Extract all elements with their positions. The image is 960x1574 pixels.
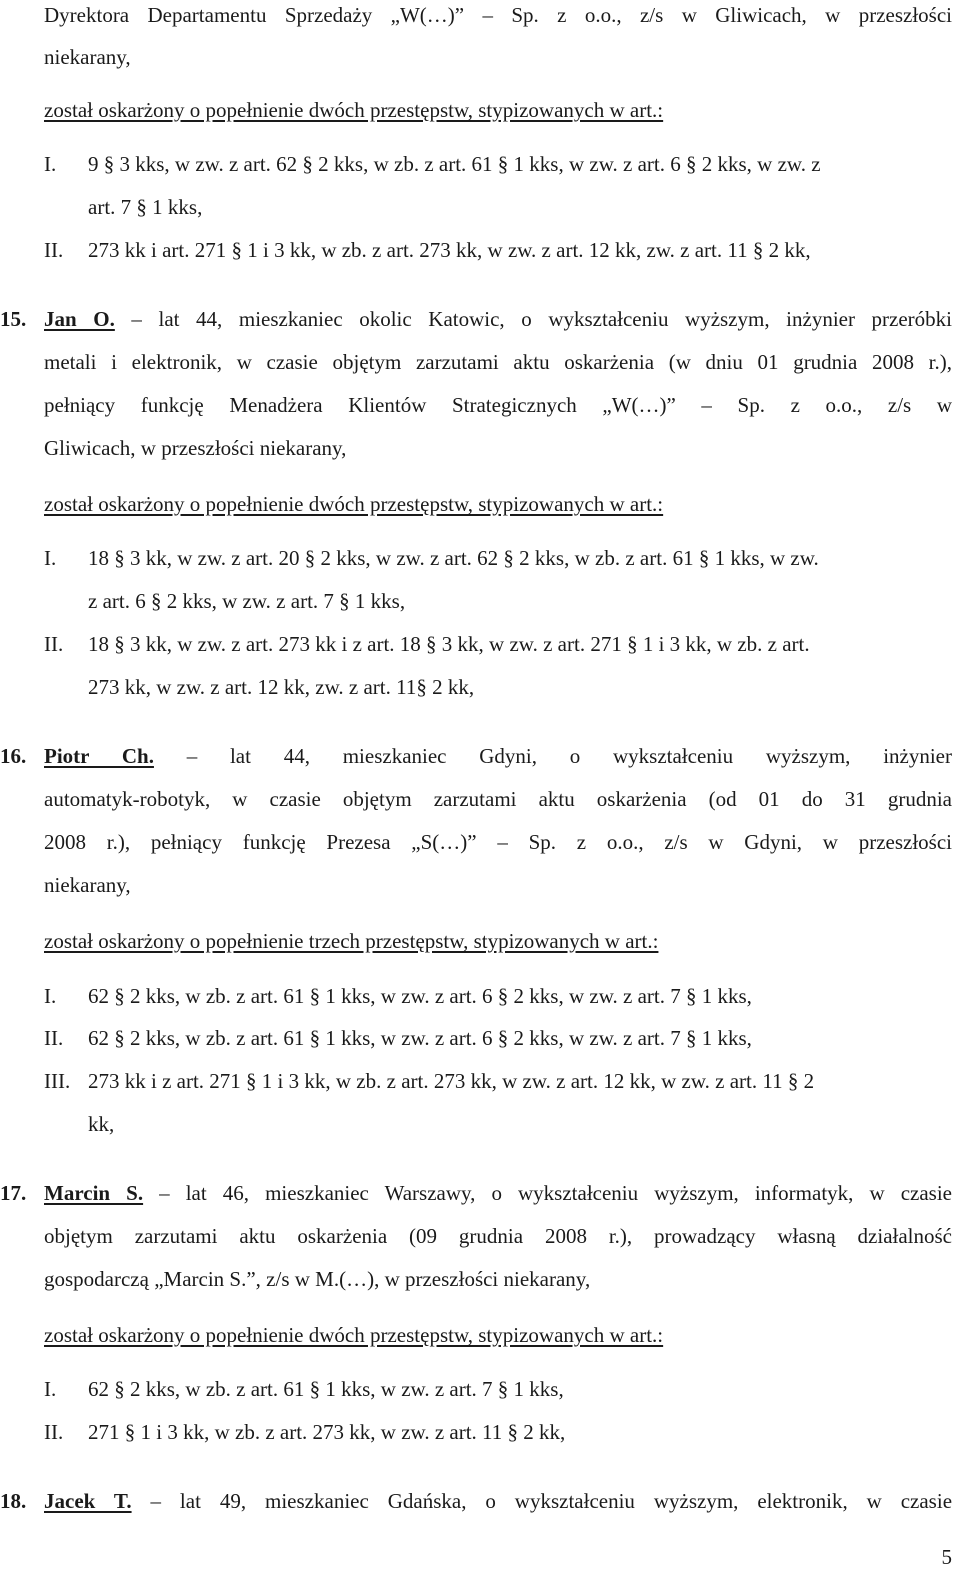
entry-number: 15.: [0, 307, 27, 331]
entry-number: 18.: [0, 1489, 27, 1513]
text-line: pełniący funkcję Menadżera Klientów Strategicznych „W(…)” – Sp. z o.o., z/s w: [44, 393, 952, 417]
charge-text: 62 § 2 kks, w zb. z art. 61 § 1 kks, w zw. z art. 7 § 1 kks,: [88, 1377, 564, 1401]
entry-number: 16.: [0, 744, 27, 768]
charge-text: 9 § 3 kks, w zw. z art. 62 § 2 kks, w zb. z art. 61 § 1 kks, w zw. z art. 6 § 2 kks, w zw. z: [88, 152, 821, 176]
charge-heading: został oskarżony o popełnienie dwóch przestępstw, stypizowanych w art.:: [44, 492, 664, 516]
charge-text: kk,: [88, 1112, 115, 1136]
roman-numeral: I.: [44, 546, 57, 570]
charge-text: 273 kk i art. 271 § 1 i 3 kk, w zb. z art. 273 kk, w zw. z art. 12 kk, zw. z art. 11 § 2 kk,: [88, 238, 811, 262]
text-line: automatyk-robotyk, w czasie objętym zarzutami aktu oskarżenia (od 01 do 31 grudnia: [44, 787, 952, 811]
roman-numeral: II.: [44, 1420, 64, 1444]
charge-heading: został oskarżony o popełnienie dwóch przestępstw, stypizowanych w art.:: [44, 1323, 664, 1347]
charge-text: 273 kk i z art. 271 § 1 i 3 kk, w zb. z art. 273 kk, w zw. z art. 12 kk, w zw. z art. 11 § 2: [88, 1069, 815, 1093]
text-line: Gliwicach, w przeszłości niekarany,: [44, 436, 347, 460]
charge-text: 18 § 3 kk, w zw. z art. 273 kk i z art. 18 § 3 kk, w zw. z art. 271 § 1 i 3 kk, w zb. z art.: [88, 632, 810, 656]
charge-text: 18 § 3 kk, w zw. z art. 20 § 2 kks, w zw. z art. 62 § 2 kks, w zb. z art. 61 § 1 kks, w zw.: [88, 546, 819, 570]
defendant-name: Piotr Ch.: [44, 744, 154, 768]
entry-first-line: [44, 1180, 952, 1206]
roman-numeral: I.: [44, 984, 57, 1008]
entry-number: 17.: [0, 1181, 27, 1205]
text-line: niekarany,: [44, 873, 131, 897]
roman-numeral: II.: [44, 238, 64, 262]
text-line: niekarany,: [44, 45, 131, 69]
text-span: – lat 49, mieszkaniec Gdańska, o wykształceniu wyższym, elektronik, w czasie: [131, 1489, 953, 1513]
text-line: metali i elektronik, w czasie objętym zarzutami aktu oskarżenia (w dniu 01 grudnia 2008 r.),: [44, 350, 952, 374]
entry-first-line: [44, 743, 952, 769]
text-span: – lat 44, mieszkaniec Gdyni, o wykształceniu wyższym, inżynier: [153, 744, 952, 768]
roman-numeral: III.: [44, 1069, 71, 1093]
page-number: 5: [941, 1545, 952, 1569]
charge-text: 273 kk, w zw. z art. 12 kk, zw. z art. 11§ 2 kk,: [88, 675, 475, 699]
entry-first-line: [44, 1488, 952, 1514]
charge-heading: został oskarżony o popełnienie trzech przestępstw, stypizowanych w art.:: [44, 929, 659, 953]
defendant-name: Jacek T.: [44, 1489, 132, 1513]
charge-heading: został oskarżony o popełnienie dwóch przestępstw, stypizowanych w art.:: [44, 98, 664, 122]
text-line: 2008 r.), pełniący funkcję Prezesa „S(…)” – Sp. z o.o., z/s w Gdyni, w przeszłości: [44, 830, 952, 854]
text-span: – lat 44, mieszkaniec okolic Katowic, o wykształceniu wyższym, inżynier przeróbki: [114, 307, 953, 331]
text-line: gospodarczą „Marcin S.”, z/s w M.(…), w przeszłości niekarany,: [44, 1267, 591, 1291]
roman-numeral: I.: [44, 1377, 57, 1401]
text-span: – lat 46, mieszkaniec Warszawy, o wykształceniu wyższym, informatyk, w czasie: [143, 1181, 952, 1205]
charge-text: art. 7 § 1 kks,: [88, 195, 203, 219]
text-line: Dyrektora Departamentu Sprzedaży „W(…)” – Sp. z o.o., z/s w Gliwicach, w przeszłości: [44, 3, 952, 27]
roman-numeral: I.: [44, 152, 57, 176]
text-line: objętym zarzutami aktu oskarżenia (09 grudnia 2008 r.), prowadzący własną działalność: [44, 1224, 952, 1248]
charge-text: 62 § 2 kks, w zb. z art. 61 § 1 kks, w zw. z art. 6 § 2 kks, w zw. z art. 7 § 1 kks,: [88, 984, 752, 1008]
roman-numeral: II.: [44, 1026, 64, 1050]
entry-first-line: [44, 306, 952, 332]
defendant-name: Marcin S.: [44, 1181, 144, 1205]
charge-text: z art. 6 § 2 kks, w zw. z art. 7 § 1 kks,: [88, 589, 406, 613]
defendant-name: Jan O.: [44, 307, 115, 331]
charge-text: 62 § 2 kks, w zb. z art. 61 § 1 kks, w zw. z art. 6 § 2 kks, w zw. z art. 7 § 1 kks,: [88, 1026, 752, 1050]
roman-numeral: II.: [44, 632, 64, 656]
charge-text: 271 § 1 i 3 kk, w zb. z art. 273 kk, w zw. z art. 11 § 2 kk,: [88, 1420, 566, 1444]
